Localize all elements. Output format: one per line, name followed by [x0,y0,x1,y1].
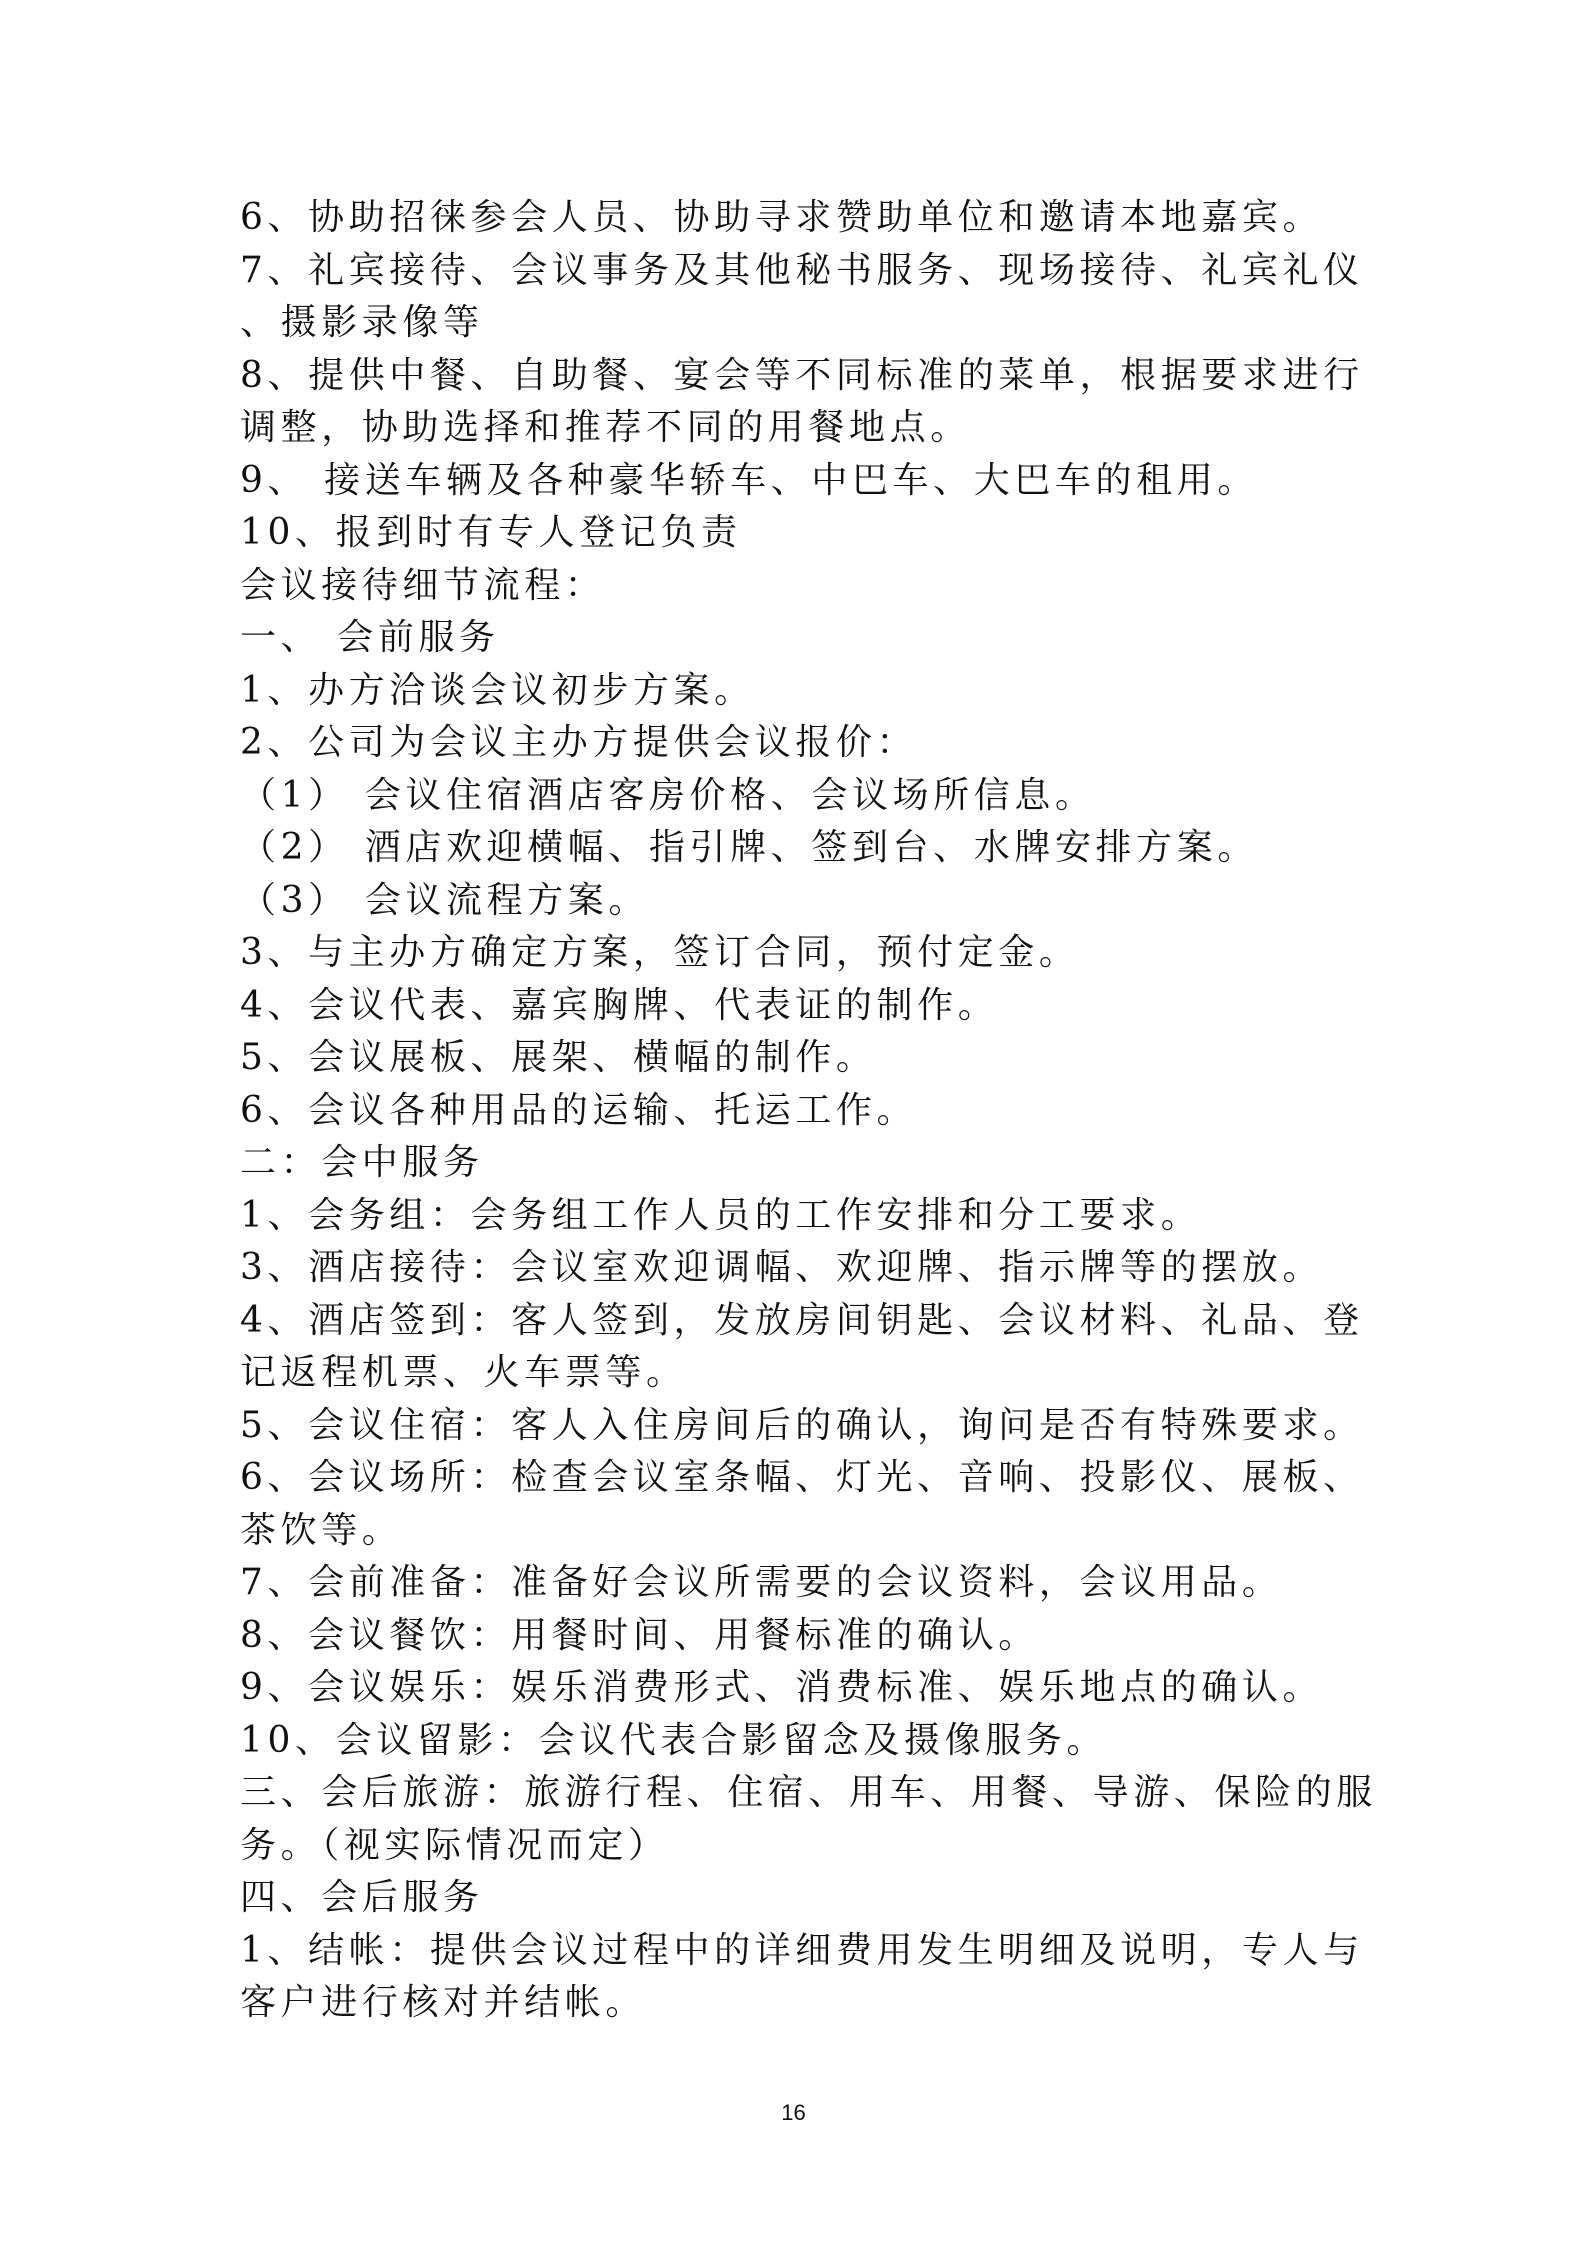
text-line: 4、酒店签到：客人签到，发放房间钥匙、会议材料、礼品、登 [240,1299,1364,1341]
text-line: 6、会议各种用品的运输、托运工作。 [240,1089,918,1131]
text-line: 2、公司为会议主办方提供会议报价： [240,722,918,763]
text-line: 3、酒店接待：会议室欢迎调幅、欢迎牌、指示牌等的摆放。 [240,1247,1324,1288]
text-line: 记返程机票、火车票等。 [240,1352,687,1393]
text-line: （3） 会议流程方案。 [240,879,649,921]
text-line: 4、会议代表、嘉宾胸牌、代表证的制作。 [240,984,999,1026]
text-line: （2） 酒店欢迎横幅、指引牌、签到台、水牌安排方案。 [240,827,1258,868]
text-line: （1） 会议住宿酒店客房价格、会议场所信息。 [240,774,1096,816]
text-line: 5、会议展板、展架、横幅的制作。 [240,1037,877,1078]
text-line: 客户进行核对并结帐。 [240,1982,647,2023]
text-line: 10、会议留影：会议代表合影留念及摄像服务。 [240,1719,1108,1761]
body-text [240,192,1377,2030]
text-line: 8、会议餐饮：用餐时间、用餐标准的确认。 [240,1614,1039,1656]
text-line: 1、会务组：会务组工作人员的工作安排和分工要求。 [240,1194,1202,1236]
text-line: 务。（视实际情况而定） [240,1824,669,1866]
text-line: 茶饮等。 [240,1509,403,1551]
text-line: 10、报到时有专人登记负责 [240,512,742,553]
section-heading: 一、 会前服务 [240,617,500,658]
text-line: 7、会前准备：准备好会议所需要的会议资料，会议用品。 [240,1562,1283,1603]
text-line: 6、协助招徕参会人员、协助寻求赞助单位和邀请本地嘉宾。 [240,197,1324,238]
text-line: 8、提供中餐、自助餐、宴会等不同标准的菜单，根据要求进行 [240,354,1364,396]
section-heading: 四、会后服务 [240,1877,484,1918]
text-line: 、摄影录像等 [240,302,484,343]
section-heading: 三、会后旅游：旅游行程、住宿、用车、用餐、导游、保险的服 [240,1772,1377,1813]
text-line: 1、办方洽谈会议初步方案。 [240,669,755,711]
text-line: 9、 接送车辆及各种豪华轿车、中巴车、大巴车的租用。 [240,459,1258,501]
text-line: 3、与主办方确定方案，签订合同，预付定金。 [240,932,1080,973]
text-line: 6、会议场所：检查会议室条幅、灯光、音响、投影仪、展板、 [240,1457,1364,1498]
text-line: 7、礼宾接待、会议事务及其他秘书服务、现场接待、礼宾礼仪 [240,249,1364,291]
text-line: 调整，协助选择和推荐不同的用餐地点。 [240,407,971,448]
section-heading: 二：会中服务 [240,1142,484,1183]
page-number: 16 [781,2100,806,2125]
text-line: 1、结帐：提供会议过程中的详细费用发生明细及说明，专人与 [240,1929,1364,1971]
text-line: 5、会议住宿：客人入住房间后的确认，询问是否有特殊要求。 [240,1404,1364,1446]
section-heading: 会议接待细节流程： [240,564,606,606]
text-line: 9、会议娱乐：娱乐消费形式、消费标准、娱乐地点的确认。 [240,1667,1324,1708]
